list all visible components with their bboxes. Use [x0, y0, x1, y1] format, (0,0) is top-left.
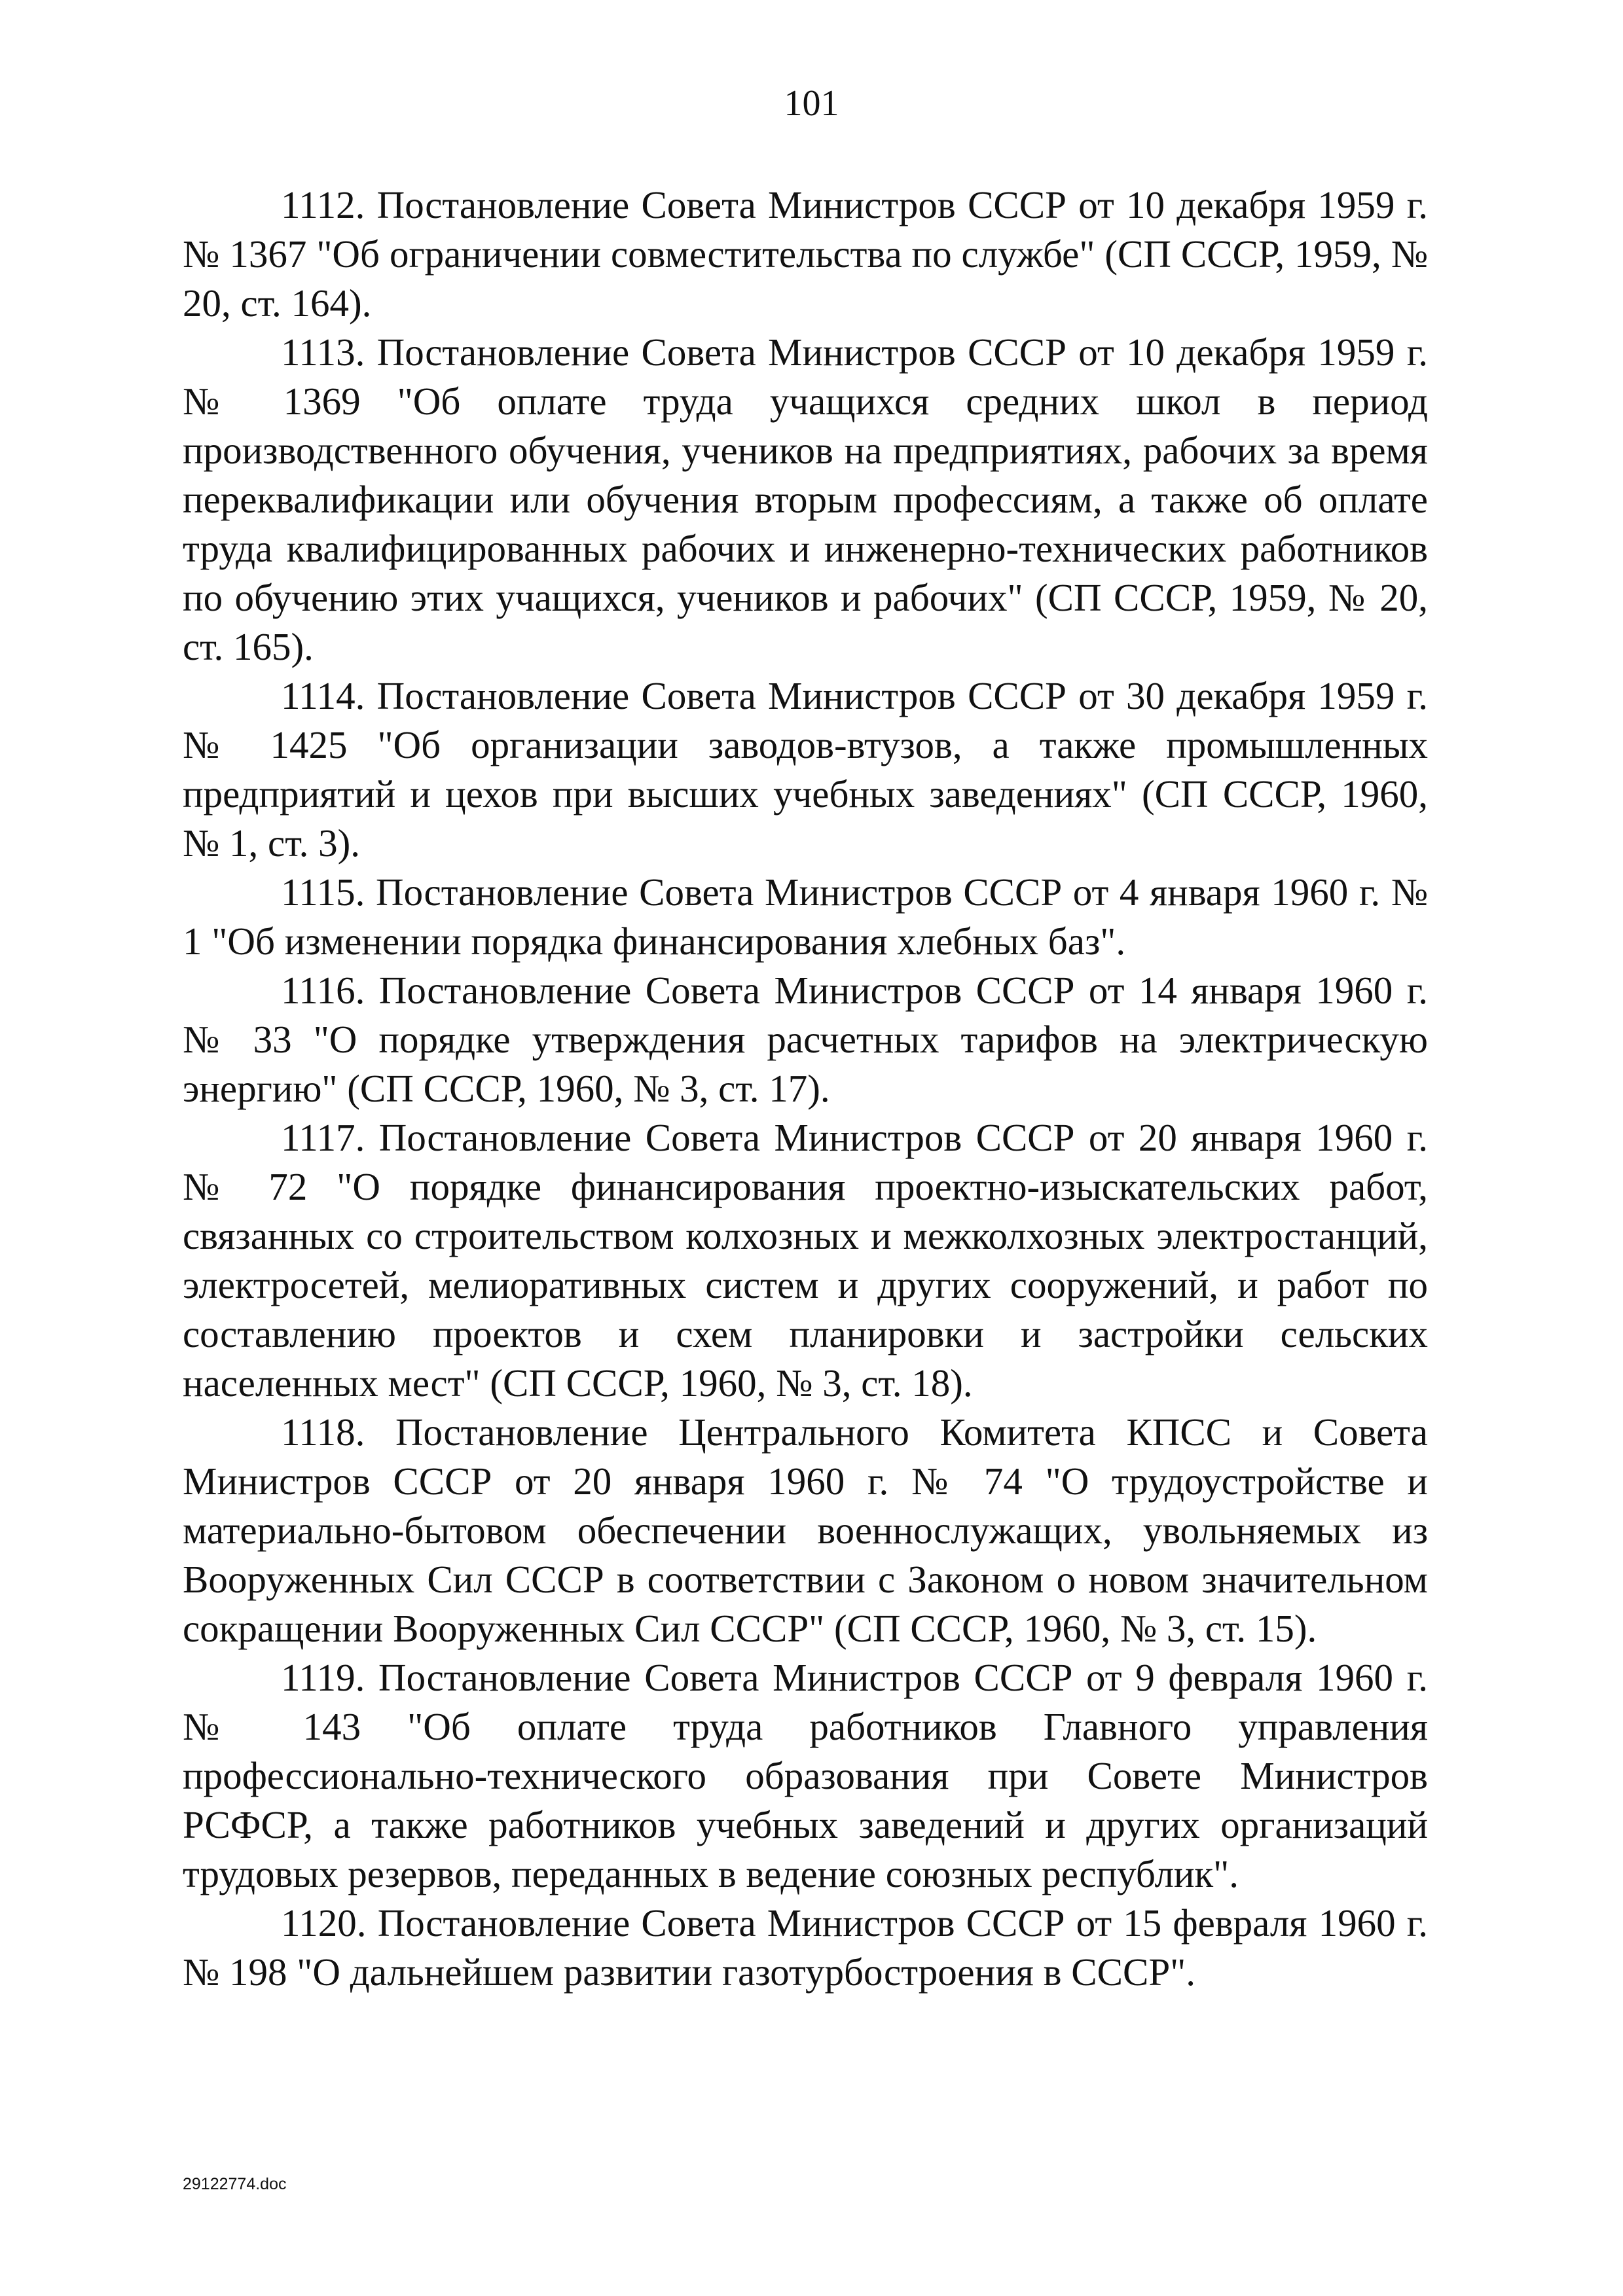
- entry-1116: 1116. Постановление Совета Министров СССР от 14 января 1960 г. № 33 "О порядке утверждения расчетных тарифов на электрическую энергию" (СП СССР, 1960, № 3, ст. 17).: [183, 969, 1428, 1110]
- document-body: [183, 181, 1428, 1997]
- entry-1120: 1120. Постановление Совета Министров СССР от 15 февраля 1960 г. № 198 "О дальнейшем развитии газотурбостроения в СССР".: [183, 1901, 1428, 1994]
- entry-1115: 1115. Постановление Совета Министров СССР от 4 января 1960 г. № 1 "Об изменении порядка финансирования хлебных баз".: [183, 870, 1428, 963]
- entry-1117: 1117. Постановление Совета Министров СССР от 20 января 1960 г. № 72 "О порядке финансирования проектно-изыскательских работ, связанных со строительством колхозных и межколхозных электростанций, электросетей, мелиоративных систем и других сооружений, и работ по составлению проектов и схем планировки и застройки сельских населенных мест" (СП СССР, 1960, № 3, ст. 18).: [183, 1116, 1428, 1405]
- entry-1114: 1114. Постановление Совета Министров СССР от 30 декабря 1959 г. № 1425 "Об организации заводов-втузов, а также промышленных предприятий и цехов при высших учебных заведениях" (СП СССР, 1960, № 1, ст. 3).: [183, 674, 1428, 865]
- entry-1119: 1119. Постановление Совета Министров СССР от 9 февраля 1960 г. № 143 "Об оплате труда работников Главного управления профессионально-технического образования при Совете Министров РСФСР, а также работников учебных заведений и других организаций трудовых резервов, переданных в ведение союзных республик".: [183, 1656, 1428, 1895]
- entry-1113: 1113. Постановление Совета Министров СССР от 10 декабря 1959 г. № 1369 "Об оплате труда учащихся средних школ в период производственного обучения, учеников на предприятиях, рабочих за время переквалификации или обучения вторым профессиям, а также об оплате труда квалифицированных рабочих и инженерно-технических работников по обучению этих учащихся, учеников и рабочих" (СП СССР, 1959, № 20, ст. 165).: [183, 331, 1428, 668]
- entry-1118: 1118. Постановление Центрального Комитета КПСС и Совета Министров СССР от 20 января 1960 г. № 74 "О трудоустройстве и материально-бытовом обеспечении военнослужащих, увольняемых из Вооруженных Сил СССР в соответствии с Законом о новом значительном сокращении Вооруженных Сил СССР" (СП СССР, 1960, № 3, ст. 15).: [183, 1410, 1428, 1650]
- page-number: 101: [784, 83, 839, 124]
- entry-1112: 1112. Постановление Совета Министров СССР от 10 декабря 1959 г. № 1367 "Об ограничении совместительства по службе" (СП СССР, 1959, № 20, ст. 164).: [183, 183, 1428, 325]
- document-file-id: 29122774.doc: [183, 2175, 287, 2193]
